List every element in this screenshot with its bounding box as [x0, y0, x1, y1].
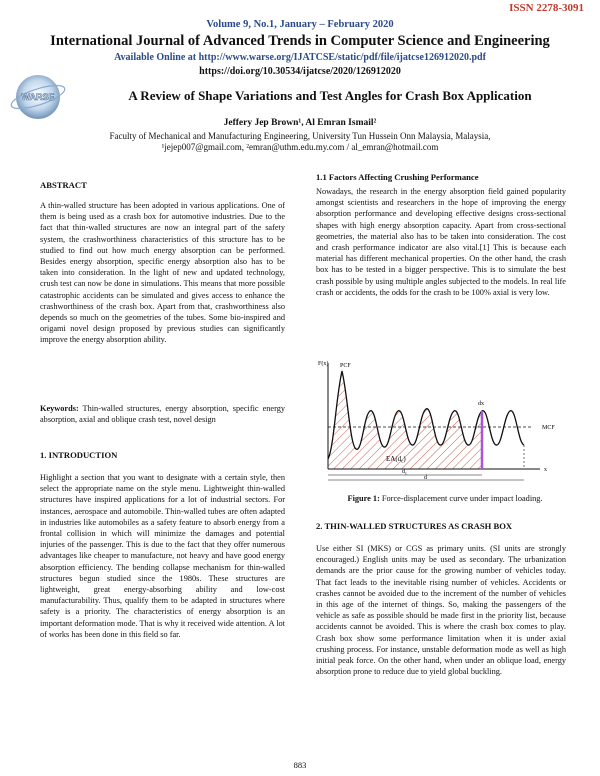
- section-1-1-text: Nowadays, the research in the energy absorption field gained popularity amongst scientists and researchers in the hope of improving the energy absorption performance and developing effective designs cross-sectional shapes with high energy absorption capacity. Apart from cross-sectional geometries, the material also has to be taken into consideration. The cost and crash performance indicator are also vital.[1] This is because each material has different mechanical properties. On the other hand, the crash box has to be tested in a bigger perspective. This is to simulate the best crash possible by using multiple angles subjected to the models. In real life crash or accidents, the odds for the crash to be 100% axial is very low.: [316, 187, 566, 297]
- doi-link[interactable]: https://doi.org/10.30534/ijatcse/2020/126912020: [199, 66, 401, 77]
- x-axis-label: x: [544, 467, 547, 473]
- pcf-label: PCF: [340, 363, 351, 369]
- mcf-label: MCF: [542, 425, 555, 431]
- intro-heading: [40, 450, 285, 461]
- keywords: [40, 403, 285, 425]
- issn: ISSN 2278-3091: [509, 2, 584, 14]
- volume-line: Volume 9, No.1, January – February 2020: [206, 19, 394, 30]
- keywords-label: Keywords:: [40, 404, 79, 413]
- authors: Jeffery Jep Brown¹, Al Emran Ismail²: [223, 118, 377, 128]
- logo-text: WARSE: [21, 92, 55, 102]
- dx-label: dx: [478, 401, 484, 407]
- force-displacement-figure: [318, 357, 560, 482]
- abstract-text: A thin-walled structure has been adopted in various applications. One of them is being used as a crash box for automotive industries. Due to the fact that thin-walled structures are now an integral part of the safety system, the crashworthiness characteristics of this structure has to be studied to find out how much energy absorption can be performed. Besides energy absorption, specific energy absorption also has to be taken into consideration. In the light of new and updated technology, crush test can now be done in simulations. This means that more possible catastrophic accidents can be simulated and gives access to enhance the crashworthiness of the crash box. Apart from that, crashworthiness also depends so much on the geometries of the tubes. Some bio-inspired and origami novel design proposed by previous studies can significantly improve the energy absorption ability.: [40, 201, 285, 345]
- online-link[interactable]: Available Online at http://www.warse.org/IJATCSE/static/pdf/file/ijatcse126912020.pdf: [114, 52, 486, 63]
- page-number: 883: [293, 760, 307, 770]
- abstract-heading: [40, 180, 285, 191]
- section-2-body: [316, 543, 566, 677]
- y-axis-label: F(x): [318, 361, 329, 367]
- section-2-title: 2. THIN-WALLED STRUCTURES AS CRASH BOX: [316, 521, 513, 531]
- emails-line: ¹jejep007@gmail.com, ²emran@uthm.edu.my.com / al_emran@hotmail.com: [161, 142, 439, 152]
- intro-body: [40, 472, 285, 640]
- caption-label: Figure 1:: [347, 494, 380, 503]
- dc-label: $d_c$: [402, 469, 407, 476]
- section-1-1-heading: [316, 172, 566, 183]
- section-1-1-title: 1.1 Factors Affecting Crushing Performance: [316, 172, 479, 182]
- caption-text: Force-displacement curve under impact loading.: [379, 494, 543, 503]
- d-label: d: [424, 475, 427, 481]
- abstract-body: [40, 200, 285, 346]
- section-1-1-body: [316, 186, 566, 298]
- warse-logo: [8, 72, 66, 122]
- ea-label: $EA(d_c)$: [386, 455, 406, 465]
- figure-caption: [300, 494, 590, 503]
- intro-title: 1. INTRODUCTION: [40, 450, 118, 460]
- paper-title: A Review of Shape Variations and Test Angles for Crash Box Application: [128, 88, 532, 103]
- abstract-title: ABSTRACT: [40, 180, 87, 190]
- journal-title: International Journal of Advanced Trends in Computer Science and Engineering: [50, 33, 550, 49]
- section-2-heading: [316, 521, 566, 532]
- affiliation: [0, 131, 600, 153]
- keywords-text: Thin-walled structures, energy absorption, specific energy absorption, axial and oblique crash test, novel design: [40, 404, 285, 425]
- section-2-text: Use either SI (MKS) or CGS as primary units. (SI units are strongly encouraged.) English units may be used as secondary. The urbanization demands are the prior cause for the growing number of vehicles today. That fact leads to the inevitable rising number of vehicles. Accidents or crashes cannot be avoided due to the increment of the number of vehicles in this age of the internet of things. So, making the passengers of the vehicle as safe as possible should be made first in the priority list, because accidents cannot be avoided. This is where the crash box comes to play. Crash box show some performance limitation when it is under axial crushing process. For instance, unstable deformation mode as well as high initial peak force. On the other hand, when under an oblique load, energy absorption prone to reduce due to yield global buckling.: [316, 544, 566, 677]
- intro-text: Highlight a section that you want to designate with a certain style, then select the appropriate name on the style menu. Lightweight thin-walled structures have inspired applications for a lot of industrial sectors. For instances, aerospace and automobile. Thin-walled tubes are often adapted in industries like automobiles as a safety feature to absorb energy from a frontal collision in which will minimize the damages and potential injuries of the passenger. This is due to the fact that they offer numerous advantages like cheaper to manufacture, not heavy and have good energy absorption efficiency. The bending collapse mechanism for thin-walled structures begun studied since the 1980s. These structures are lightweight, great energy-absorbing ability and low-cost manufacturability. Thus, qualify them to be adapted in structures where safety is a priority. The characteristics of energy absorption is an important deformation mode. That is why it received wide attention. A lot of works has been done in this field so far.: [40, 473, 285, 639]
- affiliation-line: Faculty of Mechanical and Manufacturing Engineering, University Tun Hussein Onn Malaysia, Malaysia,: [109, 131, 491, 141]
